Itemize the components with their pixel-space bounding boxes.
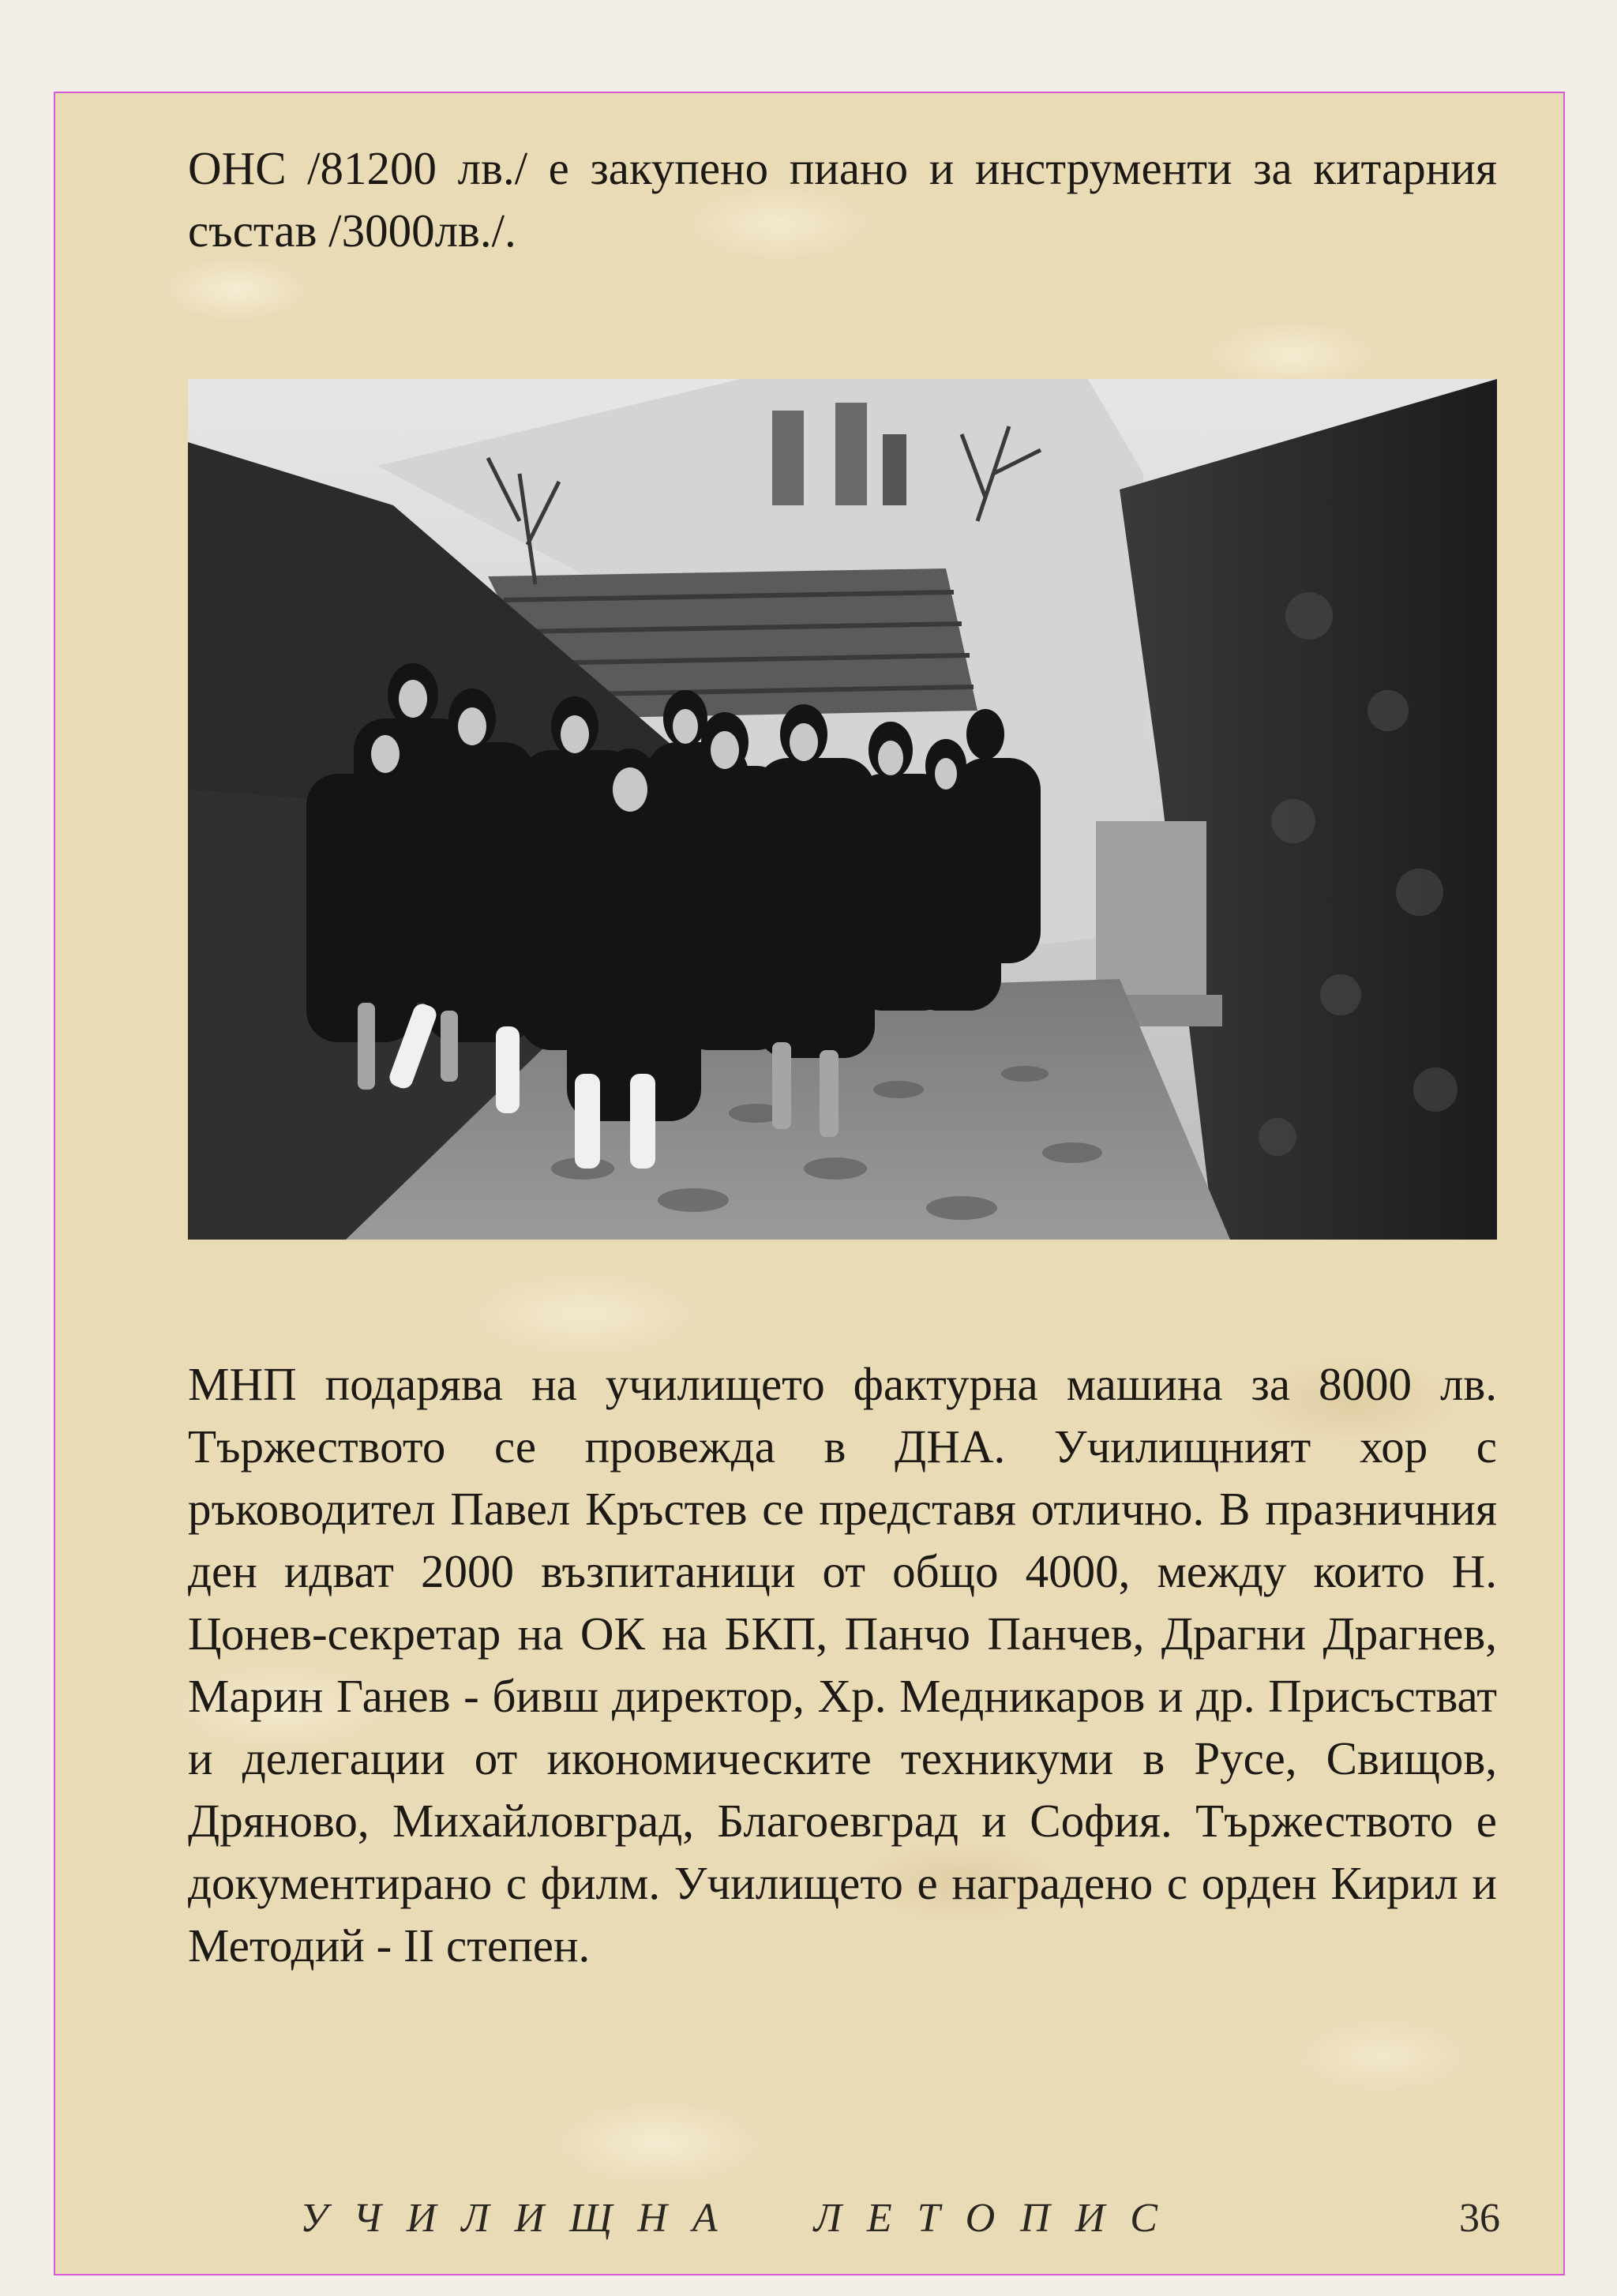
photo-image: [188, 379, 1497, 1240]
group-photo: [188, 379, 1497, 1240]
page-number: 36: [1459, 2196, 1500, 2241]
footer-title: УЧИЛИЩНА ЛЕТОПИС: [300, 2196, 1183, 2241]
page-footer: [55, 2195, 1563, 2258]
paragraph-top: ОНС /81200 лв./ е закупено пиано и инструменти за китарния състав /3000лв./.: [188, 142, 1497, 257]
document-page: [54, 92, 1565, 2275]
paragraph-bottom: МНП подарява на училището фактурна машина за 8000 лв. Тържеството се провежда в ДНА. Училищният хор с ръководител Павел Кръстев се представя отлично. В празничния ден идват 2000 възпитаници от общо 4000, между които Н. Цонев-секретар на ОК на БКП, Панчо Панчев, Драгни Драгнев, Марин Ганев - бивш директор, Хр. Медникаров и др. Присъстват и делегации от икономическите техникуми в Русе, Свищов, Дряново, Михайловград, Благоевград и София. Тържеството е документирано с филм. Училището е наградено с орден Кирил и Методий - II степен.: [188, 1358, 1497, 1971]
